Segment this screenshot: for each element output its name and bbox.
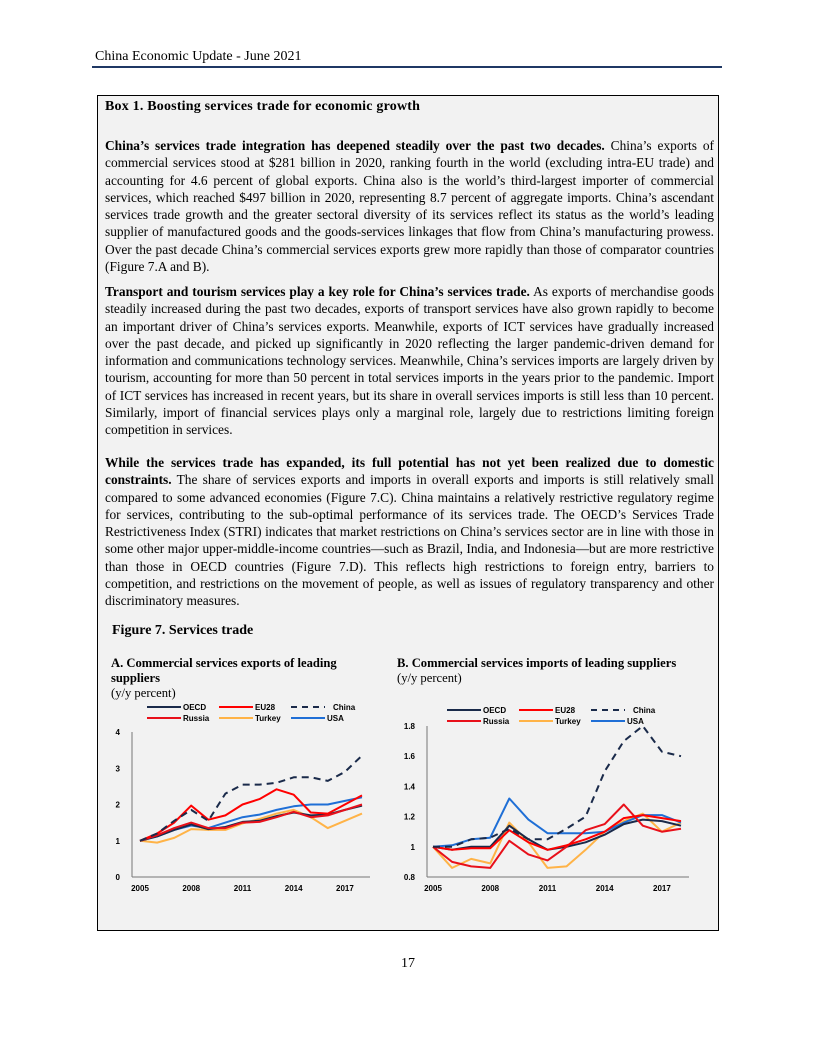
legend-label: OECD [183,703,207,712]
legend-label: OECD [483,706,507,715]
legend-label: China [333,703,356,712]
x-tick-label: 2011 [233,884,252,893]
panel-a-heading: A. Commercial services exports of leading suppliers [111,656,337,685]
y-tick-label: 1.2 [403,812,415,822]
paragraph-body: China’s exports of commercial services stood at $281 billion in 2020, ranking fourth in the world (excluding intra-EU trade) and accounting for 4.6 percent of global exports. China also is the world’s third-largest importer of commercial services, which reached $497 billion in 2020, representing 8.7 percent of aggregate imports. China’s ascendant services trade growth and the greater sectoral diversity of its services reflect its status as the world’s leading supplier of manufactured goods and the goods-services linkages that flow from China’s manufacturing prowess. Over the past decade China’s commercial services exports grew more rapidly than those of comparator countries (Figure 7.A and B). [105,138,714,275]
figure-title: Figure 7. Services trade [112,623,254,638]
x-tick-label: 2005 [131,884,149,893]
panel-a-subtitle: (y/y percent) [111,686,176,700]
panel-b-subtitle: (y/y percent) [397,671,462,685]
running-header: China Economic Update - June 2021 [95,49,302,64]
paragraph-body: The share of services exports and imports in overall exports and imports is still relatively small compared to some advanced economies (Figure 7.C). China maintains a relatively restrictive regulatory regime for services, contributing to the sub-optimal performance of its services trade. The OECD’s Services Trade Restrictiveness Index (STRI) indicates that market restrictions on China’s services sector are in line with those in some other major upper-middle-income countries—such as Brazil, India, and Indonesia—but are more restrictive than those in OECD countries (Figure 7.D). This reflects high restrictions to foreign entry, barriers to competition, and restrictions on the movement of people, as well as issues of regulatory transparency and other discriminatory measures. [105,472,714,609]
legend-label: Russia [183,714,210,723]
y-tick-label: 1 [410,842,415,852]
legend-label: Turkey [555,717,581,726]
paragraph-lead: China’s services trade integration has deepened steadily over the past two decades. [105,138,605,153]
x-tick-label: 2011 [538,884,557,893]
panel-b-heading: B. Commercial services imports of leading suppliers [397,656,677,670]
y-tick-label: 1.4 [403,782,415,792]
y-tick-label: 1.8 [403,722,415,731]
x-tick-label: 2014 [284,884,303,893]
series-line-usa [140,797,362,841]
paragraph-lead: Transport and tourism services play a key role for China’s services trade. [105,284,530,299]
y-tick-label: 0 [115,873,120,882]
x-tick-label: 2005 [424,884,442,893]
paragraph-body: As exports of merchandise goods steadily increased during the past two decades, exports of transport services have also grown rapidly to become an important driver of China’s services exports. Meanwhile, exports of ICT services have gradually increased over the past decade, and picked up significantly in 2020 reflecting the larger pandemic-driven demand for information and communications technology services. Meanwhile, China’s services imports are largely driven by tourism, accounting for more than 50 percent in total services imports in the years prior to the pandemic. Import of ICT services has increased in recent years, but its share in overall services imports is still less than 10 percent. Similarly, import of financial services plays only a marginal role, largely due to restrictions limiting foreign competition in services. [105,284,714,438]
legend-label: Russia [483,717,510,726]
legend-label: China [633,706,656,715]
y-tick-label: 1 [115,836,120,846]
y-tick-label: 3 [115,764,120,774]
y-tick-label: 1.6 [403,752,415,762]
page-number: 17 [401,956,415,971]
legend-label: EU28 [255,703,276,712]
y-tick-label: 0.8 [403,873,415,882]
x-tick-label: 2014 [595,884,614,893]
legend-label: Turkey [255,714,281,723]
x-tick-label: 2008 [481,884,500,893]
legend-label: USA [627,717,644,726]
paragraph-lead: While the services trade has expanded, its full potential has not yet been realized due to domestic constraints. [105,455,714,488]
y-tick-label: 2 [115,800,120,810]
legend-label: USA [327,714,344,723]
x-tick-label: 2017 [653,884,671,893]
y-tick-label: 4 [115,728,120,737]
box-title: Box 1. Boosting services trade for economic growth [105,99,421,114]
x-tick-label: 2017 [336,884,354,893]
legend-label: EU28 [555,706,576,715]
x-tick-label: 2008 [182,884,201,893]
